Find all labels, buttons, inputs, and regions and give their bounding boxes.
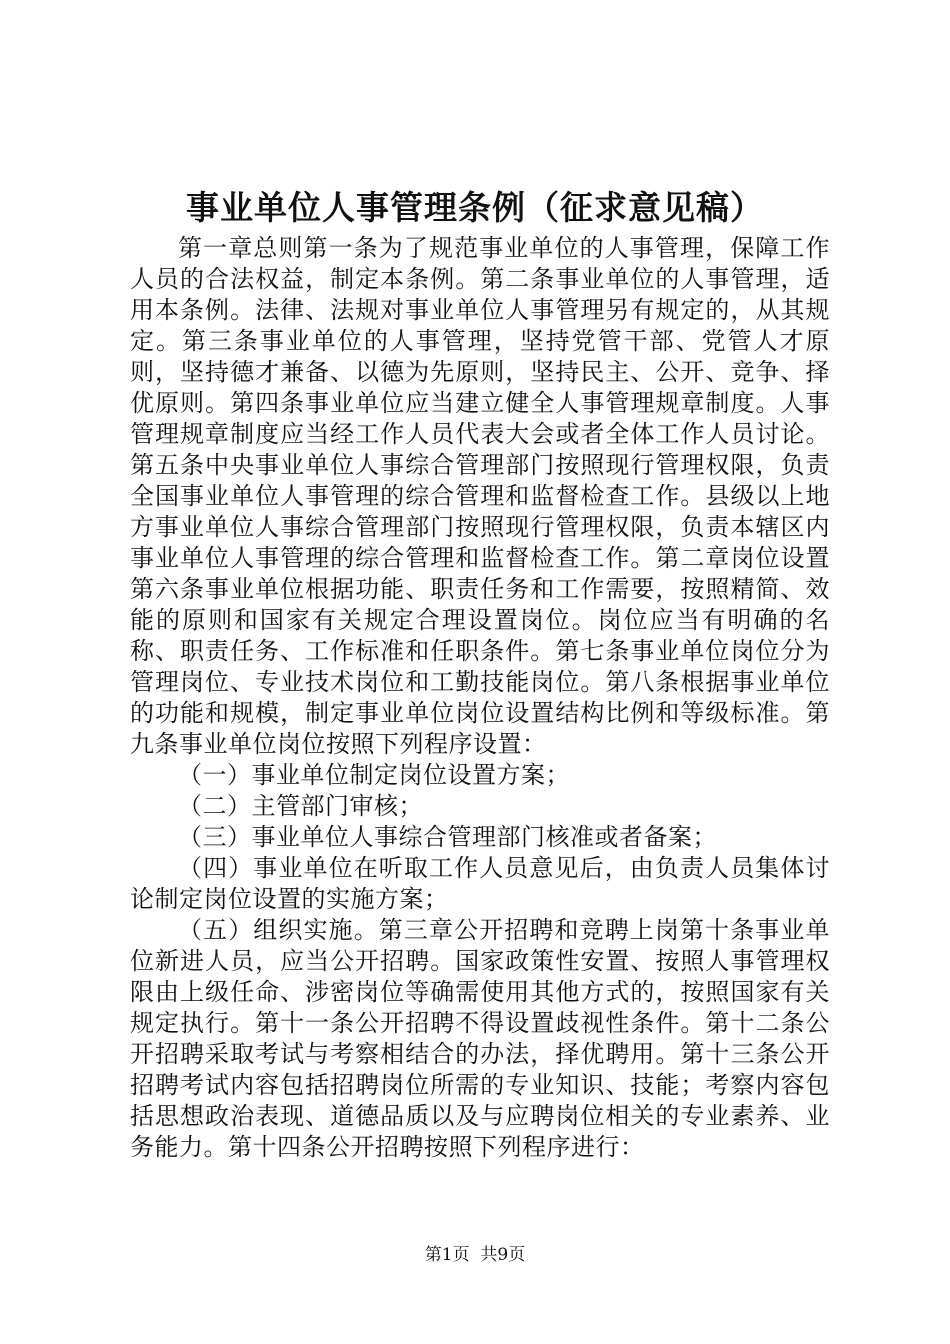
paragraph: （四）事业单位在听取工作人员意见后，由负责人员集体讨论制定岗位设置的实施方案； — [130, 854, 830, 913]
paragraph: （二）主管部门审核； — [178, 792, 423, 820]
paragraph: （五）组织实施。第三章公开招聘和竞聘上岗第十条事业单位新进人员，应当公开招聘。国家政策性安置、按照人事管理权限由上级任命、涉密岗位等确需使用其他方式的，按照国家有关规定执行。第十一条公开招聘不得设置歧视性条件。第十二条公开招聘采取考试与考察相结合的办法，择优聘用。第十三条公开招聘考试内容包括招聘岗位所需的专业知识、技能；考察内容包括思想政治表现、道德品质以及与应聘岗位相关的专业素养、业务能力。第十四条公开招聘按照下列程序进行： — [130, 916, 830, 1161]
paragraph: （三）事业单位人事综合管理部门核准或者备案； — [178, 823, 717, 851]
document-title: 事业单位人事管理条例（征求意见稿） — [186, 188, 764, 227]
document-body — [130, 233, 830, 1163]
page-number-footer: 第1页 共9页 — [424, 1245, 526, 1265]
paragraph: （一）事业单位制定岗位设置方案； — [178, 761, 570, 789]
paragraph: 第一章总则第一条为了规范事业单位的人事管理，保障工作人员的合法权益，制定本条例。第二条事业单位的人事管理，适用本条例。法律、法规对事业单位人事管理另有规定的，从其规定。第三条事业单位的人事管理，坚持党管干部、党管人才原则，坚持德才兼备、以德为先原则，坚持民主、公开、竞争、择优原则。第四条事业单位应当建立健全人事管理规章制度。人事管理规章制度应当经工作人员代表大会或者全体工作人员讨论。第五条中央事业单位人事综合管理部门按照现行管理权限，负责全国事业单位人事管理的综合管理和监督检查工作。县级以上地方事业单位人事综合管理部门按照现行管理权限，负责本辖区内事业单位人事管理的综合管理和监督检查工作。第二章岗位设置第六条事业单位根据功能、职责任务和工作需要，按照精简、效能的原则和国家有关规定合理设置岗位。岗位应当有明确的名称、职责任务、工作标准和任职条件。第七条事业单位岗位分为管理岗位、专业技术岗位和工勤技能岗位。第八条根据事业单位的功能和规模，制定事业单位岗位设置结构比例和等级标准。第九条事业单位岗位按照下列程序设置： — [130, 234, 830, 758]
